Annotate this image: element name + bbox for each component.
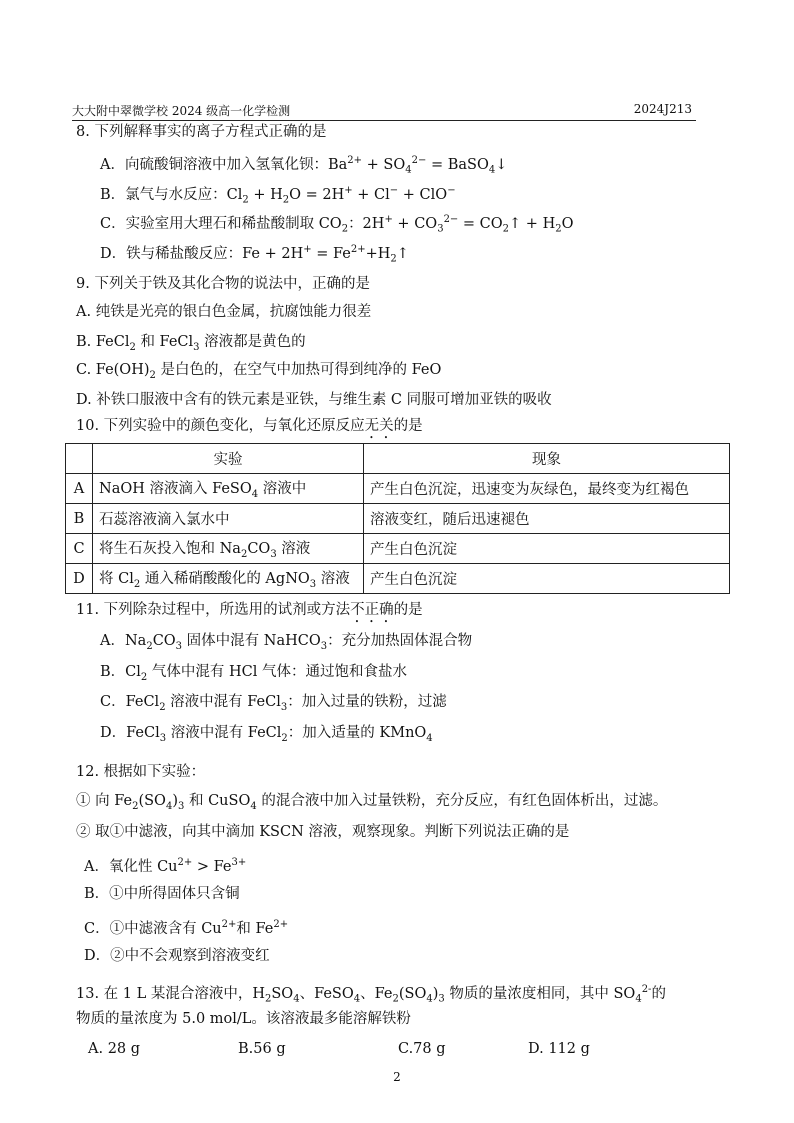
header-school-title: 大大附中翠微学校 2024 级高一化学检测 [72,104,291,118]
question-9-option-b: B. FeCl$_2$ 和 FeCl$_3$ 溶液都是黄色的 [76,334,306,353]
question-11-option-d: D．FeCl$_3$ 溶液中混有 FeCl$_2$：加入适量的 KMnO$_4$ [100,725,433,744]
table-header-row [66,444,730,474]
question-10-stem: 10. 下列实验中的颜色变化，与氧化还原反应无关的是 [76,418,423,434]
question-12-step-1: ① 向 $Fe_2(SO_4)_3$ 和 CuSO$_4$ 的混合液中加入过量铁粉，充分反应，有红色固体析出，过滤。 [76,793,668,812]
experiment-cell: 石蕊溶液滴入氯水中 [93,504,364,534]
question-11-option-b: B．$Cl_2$ 气体中混有 HCl 气体：通过饱和食盐水 [100,664,407,683]
header-date: 2024J213 [633,102,692,116]
table-row: B 石蕊溶液滴入氯水中 溶液变红，随后迅速褪色 [66,504,730,534]
table-row: C 将生石灰投入饱和 $Na_2CO_3$ 溶液 产生白色沉淀 [66,534,730,564]
question-8-stem: 8. 下列解释事实的离子方程式正确的是 [76,124,327,140]
question-12-option-c: C．①中滤液含有 $Cu^{2+}$和 $Fe^{2+}$ [84,919,289,937]
question-9-option-c: C. $Fe(OH)_2$ 是白色的，在空气中加热可得到纯净的 FeO [76,362,442,381]
question-8-option-c: C．实验室用大理石和稀盐酸制取 $CO_2$：$2H^+ + CO_3^{2-}$ = $CO_2↑ + H_2O$ [100,214,574,235]
question-12-option-a: A．氧化性 $Cu^{2+} > Fe^{3+}$ [84,857,247,875]
experiment-cell: 将生石灰投入饱和 $Na_2CO_3$ 溶液 [93,534,364,564]
question-8-option-b: B．氯气与水反应：$Cl_2 + H_2O = 2H^+ + Cl^- + ClO^-$ [100,185,456,206]
table-row: D 将 $Cl_2$ 通入稀硝酸酸化的 AgNO$_3$ 溶液 产生白色沉淀 [66,564,730,594]
question-13-option-a: A. 28 g [88,1041,141,1057]
header-phenomenon: 现象 [364,444,730,474]
question-13-stem-line2: 物质的量浓度为 5.0 mol/L。该溶液最多能溶解铁粉 [76,1011,411,1027]
question-12-step-2: ② 取①中滤液，向其中滴加 KSCN 溶液，观察现象。判断下列说法正确的是 [76,824,570,840]
question-11-stem: 11. 下列除杂过程中，所选用的试剂或方法不正确的是 [76,602,423,618]
question-13-option-c: C.78 g [398,1041,446,1057]
question-8-option-d: D．铁与稀盐酸反应：$Fe + 2H^+ = Fe^{2+}+H_2↑$ [100,244,409,265]
header-experiment: 实验 [93,444,364,474]
phenomenon-cell: 产生白色沉淀，迅速变为灰绿色，最终变为红褐色 [364,474,730,504]
question-9-option-d: D. 补铁口服液中含有的铁元素是亚铁，与维生素 C 同服可增加亚铁的吸收 [76,392,552,408]
question-11-option-c: C．FeCl$_2$ 溶液中混有 FeCl$_3$：加入过量的铁粉，过滤 [100,694,447,713]
question-12-stem: 12. 根据如下实验： [76,764,206,780]
page-header [72,100,696,121]
question-8-option-a: A．向硫酸铜溶液中加入氢氧化钡：$Ba^{2+} + SO_4^{2-}$ = BaSO$_4$↓ [100,155,508,176]
question-13-option-b: B.56 g [238,1041,286,1057]
question-9-stem: 9. 下列关于铁及其化合物的说法中，正确的是 [76,276,370,292]
phenomenon-cell: 溶液变红，随后迅速褪色 [364,504,730,534]
question-12-option-d: D．②中不会观察到溶液变红 [84,948,270,964]
question-13-stem-line1: 13. 在 1 L 某混合溶液中，$H_2SO_4$、FeSO$_4$、$Fe_2(SO_4)_3$ 物质的量浓度相同，其中 $SO_4^{2-}$的 [76,984,666,1005]
page-number: 2 [393,1070,401,1084]
experiment-table [65,443,730,594]
table-row: A NaOH 溶液滴入 FeSO$_4$ 溶液中 产生白色沉淀，迅速变为灰绿色，最终变为红褐色 [66,474,730,504]
phenomenon-cell: 产生白色沉淀 [364,564,730,594]
question-9-option-a: A. 纯铁是光亮的银白色金属，抗腐蚀能力很差 [76,304,372,320]
question-13-option-d: D. 112 g [528,1041,590,1057]
experiment-cell: NaOH 溶液滴入 FeSO$_4$ 溶液中 [93,474,364,504]
question-12-option-b: B．①中所得固体只含铜 [84,886,240,902]
phenomenon-cell: 产生白色沉淀 [364,534,730,564]
experiment-cell: 将 $Cl_2$ 通入稀硝酸酸化的 AgNO$_3$ 溶液 [93,564,364,594]
question-11-option-a: A．$Na_2CO_3$ 固体中混有 NaHCO$_3$：充分加热固体混合物 [100,633,473,652]
